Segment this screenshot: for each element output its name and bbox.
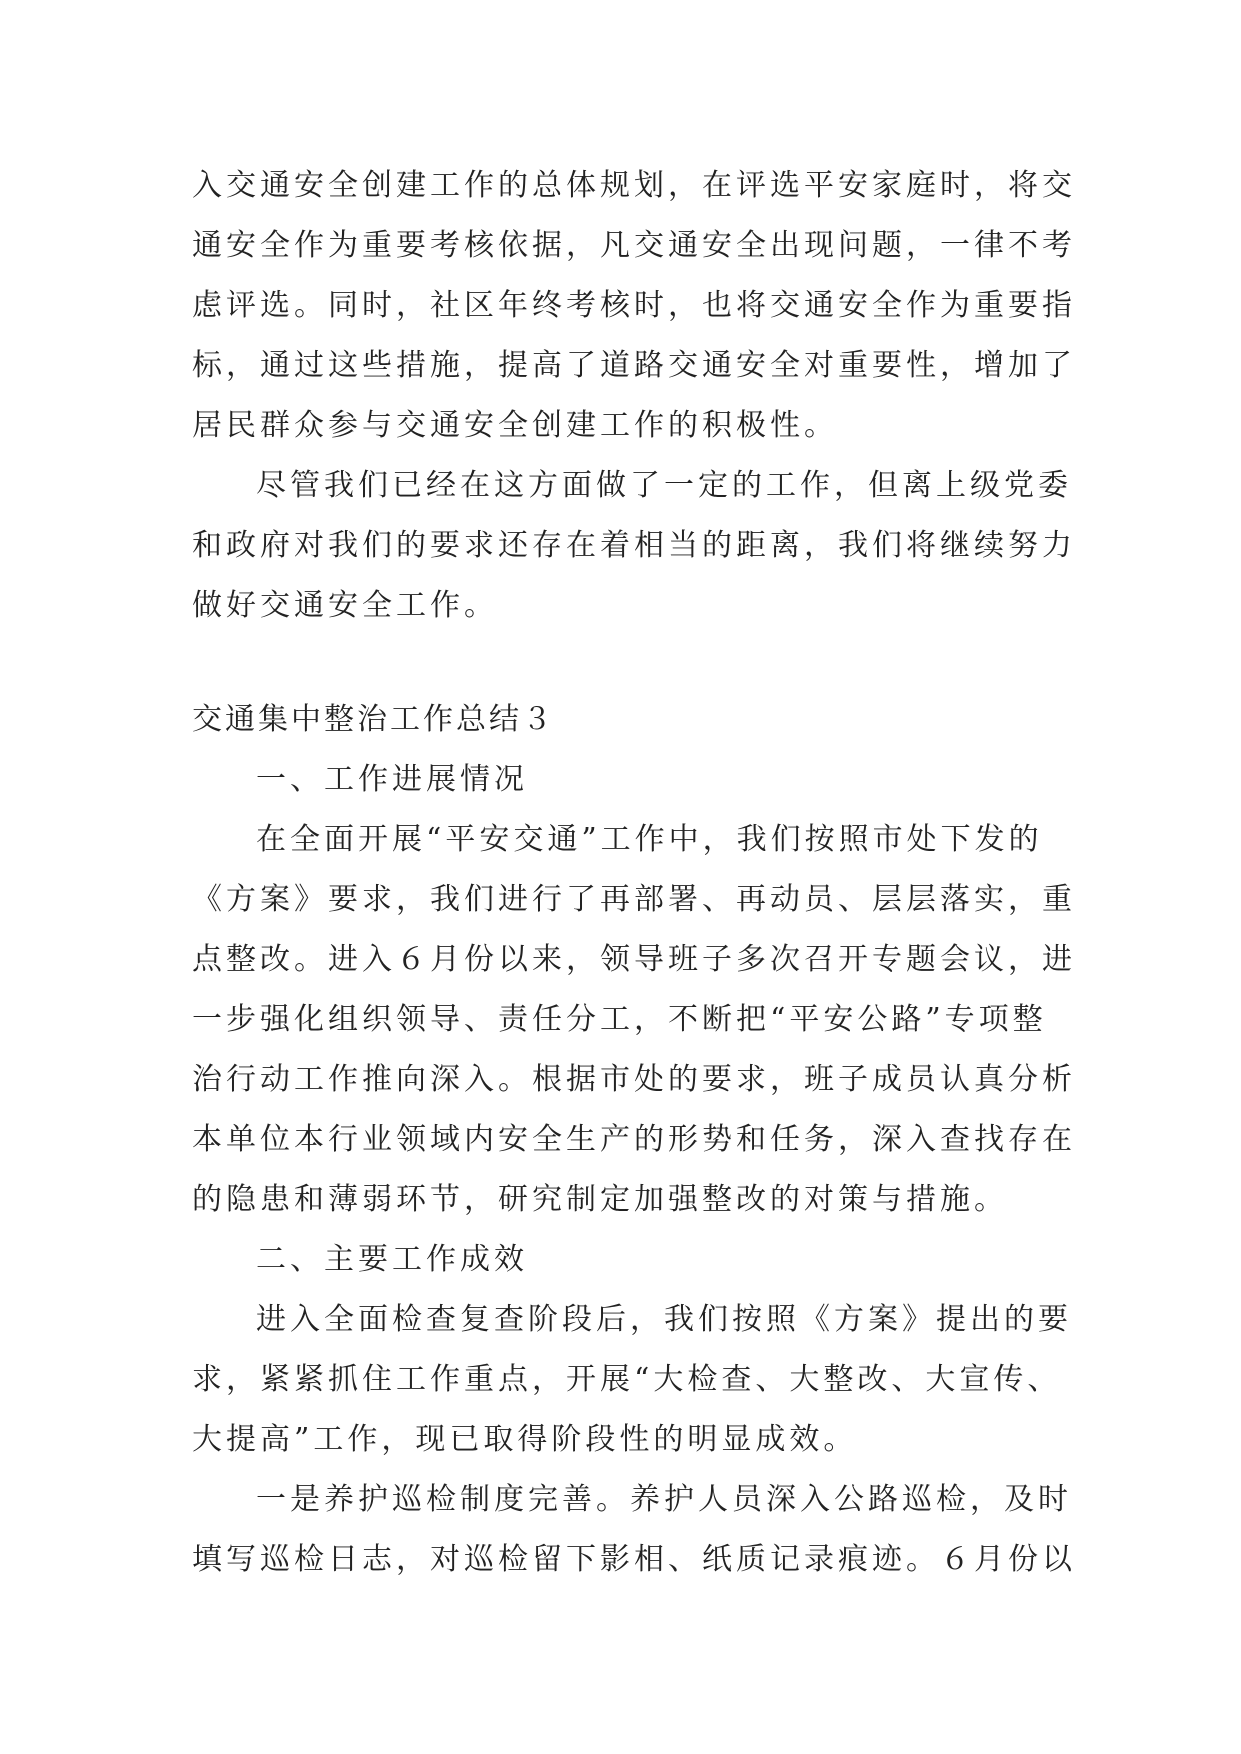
text-line: 本单位本行业领域内安全生产的形势和任务，深入查找存在 bbox=[192, 1122, 1076, 1157]
text-line: 进入全面检查复查阶段后，我们按照《方案》提出的要 bbox=[256, 1302, 1072, 1337]
text-line: 大提高”工作，现已取得阶段性的明显成效。 bbox=[192, 1422, 858, 1457]
text-line: 尽管我们已经在这方面做了一定的工作，但离上级党委 bbox=[256, 468, 1072, 503]
text-line: 《方案》要求，我们进行了再部署、再动员、层层落实，重 bbox=[192, 882, 1076, 917]
text-line: 虑评选。同时，社区年终考核时，也将交通安全作为重要指 bbox=[192, 288, 1076, 323]
text-line: 入交通安全创建工作的总体规划，在评选平安家庭时，将交 bbox=[192, 168, 1076, 203]
paragraph-progress bbox=[192, 810, 1076, 1230]
text-line: 求，紧紧抓住工作重点，开展“大检查、大整改、大宣传、 bbox=[192, 1362, 1062, 1397]
text-line: 在全面开展“平安交通”工作中，我们按照市处下发的 bbox=[256, 822, 1043, 857]
paragraph-family-safety bbox=[192, 156, 1076, 456]
text-line: 一步强化组织领导、责任分工，不断把“平安公路”专项整 bbox=[192, 1002, 1047, 1037]
text-line: 和政府对我们的要求还存在着相当的距离，我们将继续努力 bbox=[192, 528, 1076, 563]
text-line: 点整改。进入６月份以来，领导班子多次召开专题会议，进 bbox=[192, 942, 1076, 977]
text-block-section3 bbox=[192, 690, 1076, 1590]
text-line: 通安全作为重要考核依据，凡交通安全出现问题，一律不考 bbox=[192, 228, 1076, 263]
section-title: 交通集中整治工作总结３ bbox=[192, 702, 555, 737]
text-line: 做好交通安全工作。 bbox=[192, 588, 498, 623]
text-line: 居民群众参与交通安全创建工作的积极性。 bbox=[192, 408, 838, 443]
text-line: 的隐患和薄弱环节，研究制定加强整改的对策与措施。 bbox=[192, 1182, 1008, 1217]
paragraph-inspection bbox=[192, 1470, 1076, 1590]
text-line: 治行动工作推向深入。根据市处的要求，班子成员认真分析 bbox=[192, 1062, 1076, 1097]
text-line: 一是养护巡检制度完善。养护人员深入公路巡检，及时 bbox=[256, 1482, 1072, 1517]
paragraph-conclusion bbox=[192, 456, 1076, 636]
text-line: 填写巡检日志，对巡检留下影相、纸质记录痕迹。６月份以 bbox=[192, 1542, 1076, 1577]
text-block-top bbox=[192, 156, 1076, 636]
text-line: 标，通过这些措施，提高了道路交通安全对重要性，增加了 bbox=[192, 348, 1076, 383]
heading-results: 二、主要工作成效 bbox=[256, 1242, 528, 1277]
heading-progress: 一、工作进展情况 bbox=[256, 762, 528, 797]
paragraph-results bbox=[192, 1290, 1072, 1470]
